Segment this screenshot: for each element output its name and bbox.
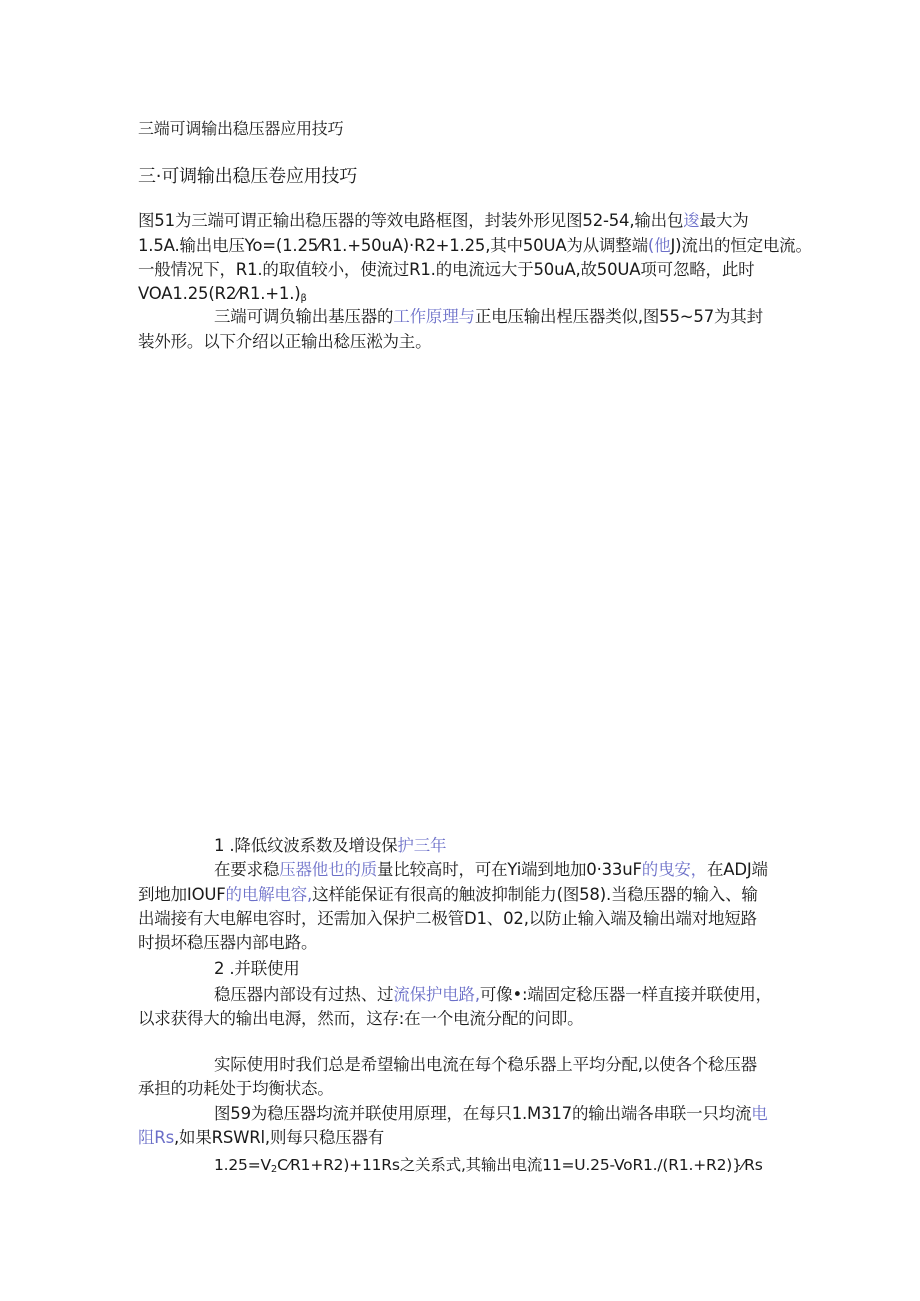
paragraph-line <box>214 1055 757 1075</box>
text-link[interactable]: 逡 <box>683 211 700 230</box>
text-run: 三端可调负输出基压器的 <box>214 307 394 326</box>
text-link[interactable]: 阻Rs <box>138 1128 174 1147</box>
paragraph-line <box>138 260 754 280</box>
text-link[interactable]: 电 <box>751 1104 768 1123</box>
subscript: 2 <box>270 1164 278 1175</box>
text-run: 在ADJ端 <box>706 860 768 879</box>
text-run: J)流出的恒定电流。 <box>670 236 812 255</box>
text-run: C⁄R1+R2)+11Rs之关系式,其输出电流11=U.25-VoR1./(R1.+R2)}⁄Rs <box>277 1156 763 1174</box>
text-run: 实际使用时我们总是希望输出电流在每个稳乐器上平均分配,以使各个稔压器 <box>214 1055 757 1074</box>
paragraph-line <box>214 1104 768 1124</box>
text-link[interactable]: 工作原理与 <box>393 307 475 326</box>
paragraph-line <box>138 885 758 905</box>
formula-line <box>214 1155 763 1180</box>
text-run: 以求获得大的输出电溽，然而，这存:在一个电流分配的问即。 <box>138 1009 584 1028</box>
text-run: 这样能保证有很高的触波抑制能力(图58).当稳压器的输入、输 <box>312 885 758 904</box>
text-link[interactable]: 压器他也的质 <box>279 860 378 879</box>
text-run: 图51为三端可谓正输出稳压器的等效电路框图，封装外形见图52-54,输出包 <box>138 211 684 230</box>
text-link[interactable]: (他 <box>647 236 671 255</box>
text-run: VOA1.25(R2⁄R1.+1.) <box>138 284 301 303</box>
paragraph-line <box>138 909 757 929</box>
text-run: 量比较高时，可在Yi端到地加0·33uF <box>377 860 642 879</box>
text-run: 2 .并联使用 <box>214 959 300 978</box>
text-run: 可像•:端固定稔压器一样直接并联使用， <box>479 985 772 1004</box>
text-link[interactable]: 护三年 <box>397 836 447 855</box>
list-item-heading <box>214 959 300 979</box>
text-run: 稳压器内部设有过热、过 <box>214 985 394 1004</box>
text-run: 1 .降低纹波系数及增设保 <box>214 836 398 855</box>
section-heading: 三·可调输出稳压卷应用技巧 <box>138 166 358 187</box>
text-link[interactable]: 的电解电容, <box>225 885 313 904</box>
text-run: 出端接有大电解电容时，还需加入保护二极管D1、02,以防止输入端及输出端对地短路 <box>138 909 757 928</box>
subscript: β <box>300 293 307 304</box>
text-run: 正电压输出桯压器类似,图55~57为其封 <box>474 307 763 326</box>
text-run: 一般情况下，R1.的取值较小，使流过R1.的电流远大于50uA,故50UA项可忽略，此时 <box>138 260 755 279</box>
paragraph-line <box>138 236 812 256</box>
text-run: 最大为 <box>699 211 749 230</box>
document-title: 三端可调输出稳压器应用技巧 <box>138 119 344 138</box>
paragraph-line <box>214 307 763 327</box>
text-link[interactable]: 的曳安， <box>641 860 707 879</box>
paragraph-line <box>138 332 431 352</box>
paragraph-line <box>138 1128 384 1148</box>
text-run: 时损坏稳压器内部电路。 <box>138 933 318 952</box>
paragraph-line <box>138 284 307 309</box>
paragraph-line <box>214 860 768 880</box>
paragraph-line <box>214 985 772 1005</box>
paragraph-line <box>138 1009 583 1029</box>
text-run: 1.5A.输出电压Yo=(1.25⁄R1.+50uA)·R2+1.25,其中50UA为从调整端 <box>138 236 648 255</box>
text-run: ,如果RSWRl,则每只稳压器有 <box>173 1128 385 1147</box>
paragraph-line <box>138 933 317 953</box>
list-item-heading <box>214 836 446 856</box>
paragraph-line <box>138 1079 334 1099</box>
paragraph-line <box>138 211 749 231</box>
text-run: 图59为稳压器均流并联使用原理，在每只1.M317的输出端各串联一只均流 <box>214 1104 752 1123</box>
text-run: 到地加IOUF <box>138 885 226 904</box>
text-link[interactable]: 流保护电路, <box>393 985 480 1004</box>
text-run: 在要求稳 <box>214 860 280 879</box>
text-run: 承担的功耗处于均衡状态。 <box>138 1079 334 1098</box>
text-run: 装外形。以下介绍以正输出稔压淞为主。 <box>138 332 432 351</box>
text-run: 1.25=V <box>214 1156 271 1174</box>
